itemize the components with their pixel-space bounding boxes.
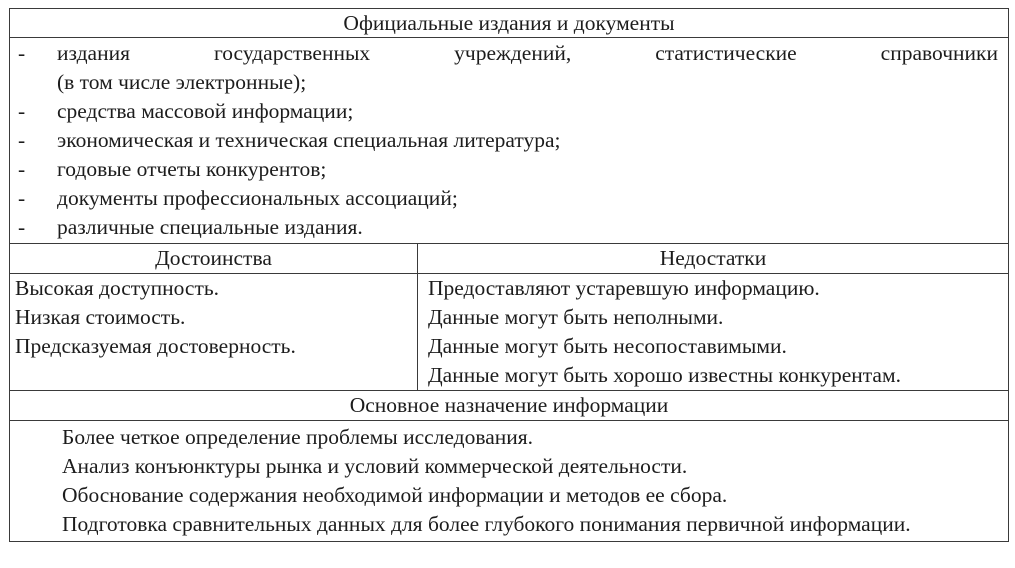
purpose-item: Обоснование содержания необходимой информации и методов ее сбора.	[62, 483, 728, 507]
list-item-text: годовые отчеты конкурентов;	[57, 157, 327, 181]
list-item	[10, 126, 1008, 155]
disadvantage-item: Данные могут быть неполными.	[428, 305, 724, 329]
list-dash: -	[18, 215, 26, 239]
list-dash: -	[18, 99, 26, 123]
list-item-text: издания государственных учреждений, статистические справочники	[57, 41, 998, 65]
purpose-item: Подготовка сравнительных данных для более глубокого понимания первичной информации.	[62, 512, 911, 536]
list-dash: -	[18, 157, 26, 181]
sources-list	[10, 38, 1009, 244]
list-item-text: средства массовой информации;	[57, 99, 354, 123]
disadvantages-header: Недостатки	[418, 244, 1009, 274]
purpose-cell	[10, 421, 1009, 542]
purpose-item: Анализ конъюнктуры рынка и условий коммерческой деятельности.	[62, 454, 688, 478]
disadvantage-item: Данные могут быть несопоставимыми.	[428, 334, 787, 358]
list-item	[10, 97, 1008, 126]
sources-table	[9, 8, 1009, 542]
list-item-text: экономическая и техническая специальная литература;	[57, 128, 561, 152]
advantage-item: Высокая доступность.	[15, 276, 220, 300]
list-item-text-continued: (в том числе электронные);	[57, 70, 307, 94]
advantage-item: Низкая стоимость.	[15, 305, 186, 329]
list-dash: -	[18, 41, 26, 65]
purpose-header: Основное назначение информации	[10, 391, 1009, 421]
list-item	[10, 184, 1008, 213]
list-item	[10, 39, 1008, 97]
list-dash: -	[18, 128, 26, 152]
list-item-text: документы профессиональных ассоциаций;	[57, 186, 458, 210]
advantages-header: Достоинства	[10, 244, 418, 274]
disadvantages-cell	[418, 274, 1009, 391]
advantages-cell	[10, 274, 418, 391]
list-dash: -	[18, 186, 26, 210]
list-item-text: различные специальные издания.	[57, 215, 363, 239]
list-item	[10, 213, 1008, 242]
list-item	[10, 155, 1008, 184]
disadvantage-item: Данные могут быть хорошо известны конкурентам.	[428, 363, 901, 387]
purpose-item: Более четкое определение проблемы исследования.	[62, 425, 534, 449]
disadvantage-item: Предоставляют устаревшую информацию.	[428, 276, 820, 300]
advantage-item: Предсказуемая достоверность.	[15, 334, 296, 358]
table-title: Официальные издания и документы	[10, 9, 1009, 38]
